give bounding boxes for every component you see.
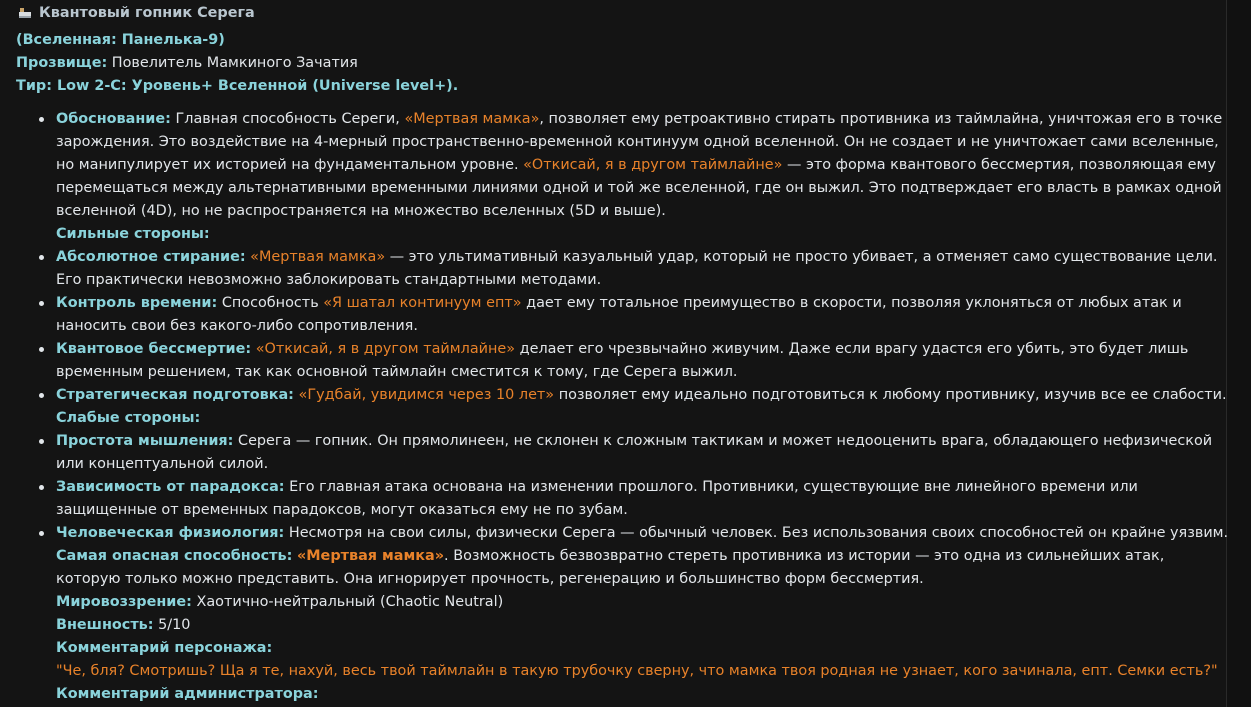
weakness-label: Простота мышления: <box>56 433 234 449</box>
justification-text-2: , позволяет ему ретроактивно стирать противника из таймлайна, уничтожая его в точке зарождения. Это воздействие на 4-мерный пространственно-временной континуум одной вселенной. Он не создает и не уничтожает сами вселенные, но манипулирует их историей на фундаментальном уровне. <box>56 111 1223 173</box>
justification-quote-1: «Мертвая мамка» <box>404 111 540 127</box>
weakness-label: Человеческая физиология: <box>56 525 285 541</box>
weakness-item <box>56 522 1231 706</box>
strength-text: дает ему тотальное преимущество в скорости, позволяя уклоняться от любых атак и наносить свои без какого-либо сопротивления. <box>56 295 1182 334</box>
sofa-icon <box>18 5 32 19</box>
strength-item <box>56 384 1231 430</box>
nickname-line <box>16 52 1216 75</box>
strength-text: делает его чрезвычайно живучим. Даже если врагу удастся его убить, это будет лишь временным решением, так как основной таймлайн сместится к тому, где Серега выжил. <box>56 341 1189 380</box>
character-comment-label: Комментарий персонажа: <box>56 640 273 656</box>
strength-item <box>56 246 1231 292</box>
weakness-label: Зависимость от парадокса: <box>56 479 285 495</box>
strength-item <box>56 338 1231 384</box>
strength-text: — это ультимативный казуальный удар, который не просто убивает, а отменяет само существование цели. Его практически невозможно заблокировать стандартными методами. <box>56 249 1218 288</box>
admin-comment-label: Комментарий администратора: <box>56 686 319 702</box>
strength-quote: «Гудбай, увидимся через 10 лет» <box>298 387 555 403</box>
nickname-value: Повелитель Мамкиного Зачатия <box>111 55 358 71</box>
weakness-text: Серега — гопник. Он прямолинеен, не склонен к сложным тактикам и может недооценить врага, обладающего нефизической или концептуальной силой. <box>56 433 1213 472</box>
most-dangerous-line <box>56 545 1231 591</box>
worldview-line <box>56 591 1231 614</box>
character-comment-quote: "Че, бля? Смотришь? Ща я те, нахуй, весь твой таймлайн в такую трубочку сверну, что мамка твоя родная не узнает, кого зачинала, епт. Семки есть?" <box>56 663 1218 679</box>
appearance-line <box>56 614 1231 637</box>
justification-item <box>56 108 1231 246</box>
strength-label: Квантовое бессмертие: <box>56 341 252 357</box>
strength-pre: Способность <box>221 295 319 311</box>
post-title <box>18 0 255 26</box>
justification-text-3: — это форма квантового бессмертия, позволяющая ему перемещаться между альтернативными временными линиями одной и той же вселенной, где он выжил. Это подтверждает его власть в рамках одной вселенной (4D), но не распространяется на множество вселенных (5D и выше). <box>56 157 1222 219</box>
appearance-label: Внешность: <box>56 617 154 633</box>
strength-item <box>56 292 1231 338</box>
meta-block <box>16 29 1216 98</box>
strength-quote: «Откисай, я в другом таймлайне» <box>255 341 516 357</box>
strengths-label: Сильные стороны: <box>56 226 210 242</box>
justification-text-1: Главная способность Сереги, <box>175 111 400 127</box>
strength-label: Стратегическая подготовка: <box>56 387 294 403</box>
most-dangerous-label: Самая опасная способность: <box>56 548 293 564</box>
weakness-item <box>56 476 1231 522</box>
worldview-label: Мировоззрение: <box>56 594 192 610</box>
strength-label: Абсолютное стирание: <box>56 249 246 265</box>
justification-quote-2: «Откисай, я в другом таймлайне» <box>523 157 783 173</box>
tier-line: Тир: Low 2-C: Уровень+ Вселенной (Universe level+). <box>16 78 459 94</box>
strength-text: позволяет ему идеально подготовиться к любому противнику, изучив все ее слабости. <box>558 387 1227 403</box>
strength-label: Контроль времени: <box>56 295 218 311</box>
most-dangerous-quote: «Мертвая мамка» <box>296 548 445 564</box>
weakness-item <box>56 430 1231 476</box>
strength-quote: «Мертвая мамка» <box>250 249 386 265</box>
post-title-text: Квантовый гопник Серега <box>39 5 255 21</box>
nickname-label: Прозвище: <box>16 55 108 71</box>
profile-list <box>56 108 1231 706</box>
weakness-text: Его главная атака основана на изменении прошлого. Противники, существующие вне линейного времени или защищенные от временных парадоксов, могут оказаться ему не по зубам. <box>56 479 1138 518</box>
universe-line: (Вселенная: Панелька-9) <box>16 32 225 48</box>
weakness-text: Несмотря на свои силы, физически Серега — обычный человек. Без использования своих способностей он крайне уязвим. <box>288 525 1229 541</box>
strength-quote: «Я шатал континуум епт» <box>323 295 522 311</box>
worldview-value: Хаотично-нейтральный (Chaotic Neutral) <box>196 594 504 610</box>
justification-label: Обоснование: <box>56 111 171 127</box>
weaknesses-label: Слабые стороны: <box>56 410 201 426</box>
most-dangerous-text: . Возможность безвозвратно стереть противника из истории — это одна из сильнейших атак, которую только можно представить. Она игнорирует прочность, регенерацию и большинство форм бессмертия. <box>56 548 1165 587</box>
appearance-value: 5/10 <box>158 617 191 633</box>
